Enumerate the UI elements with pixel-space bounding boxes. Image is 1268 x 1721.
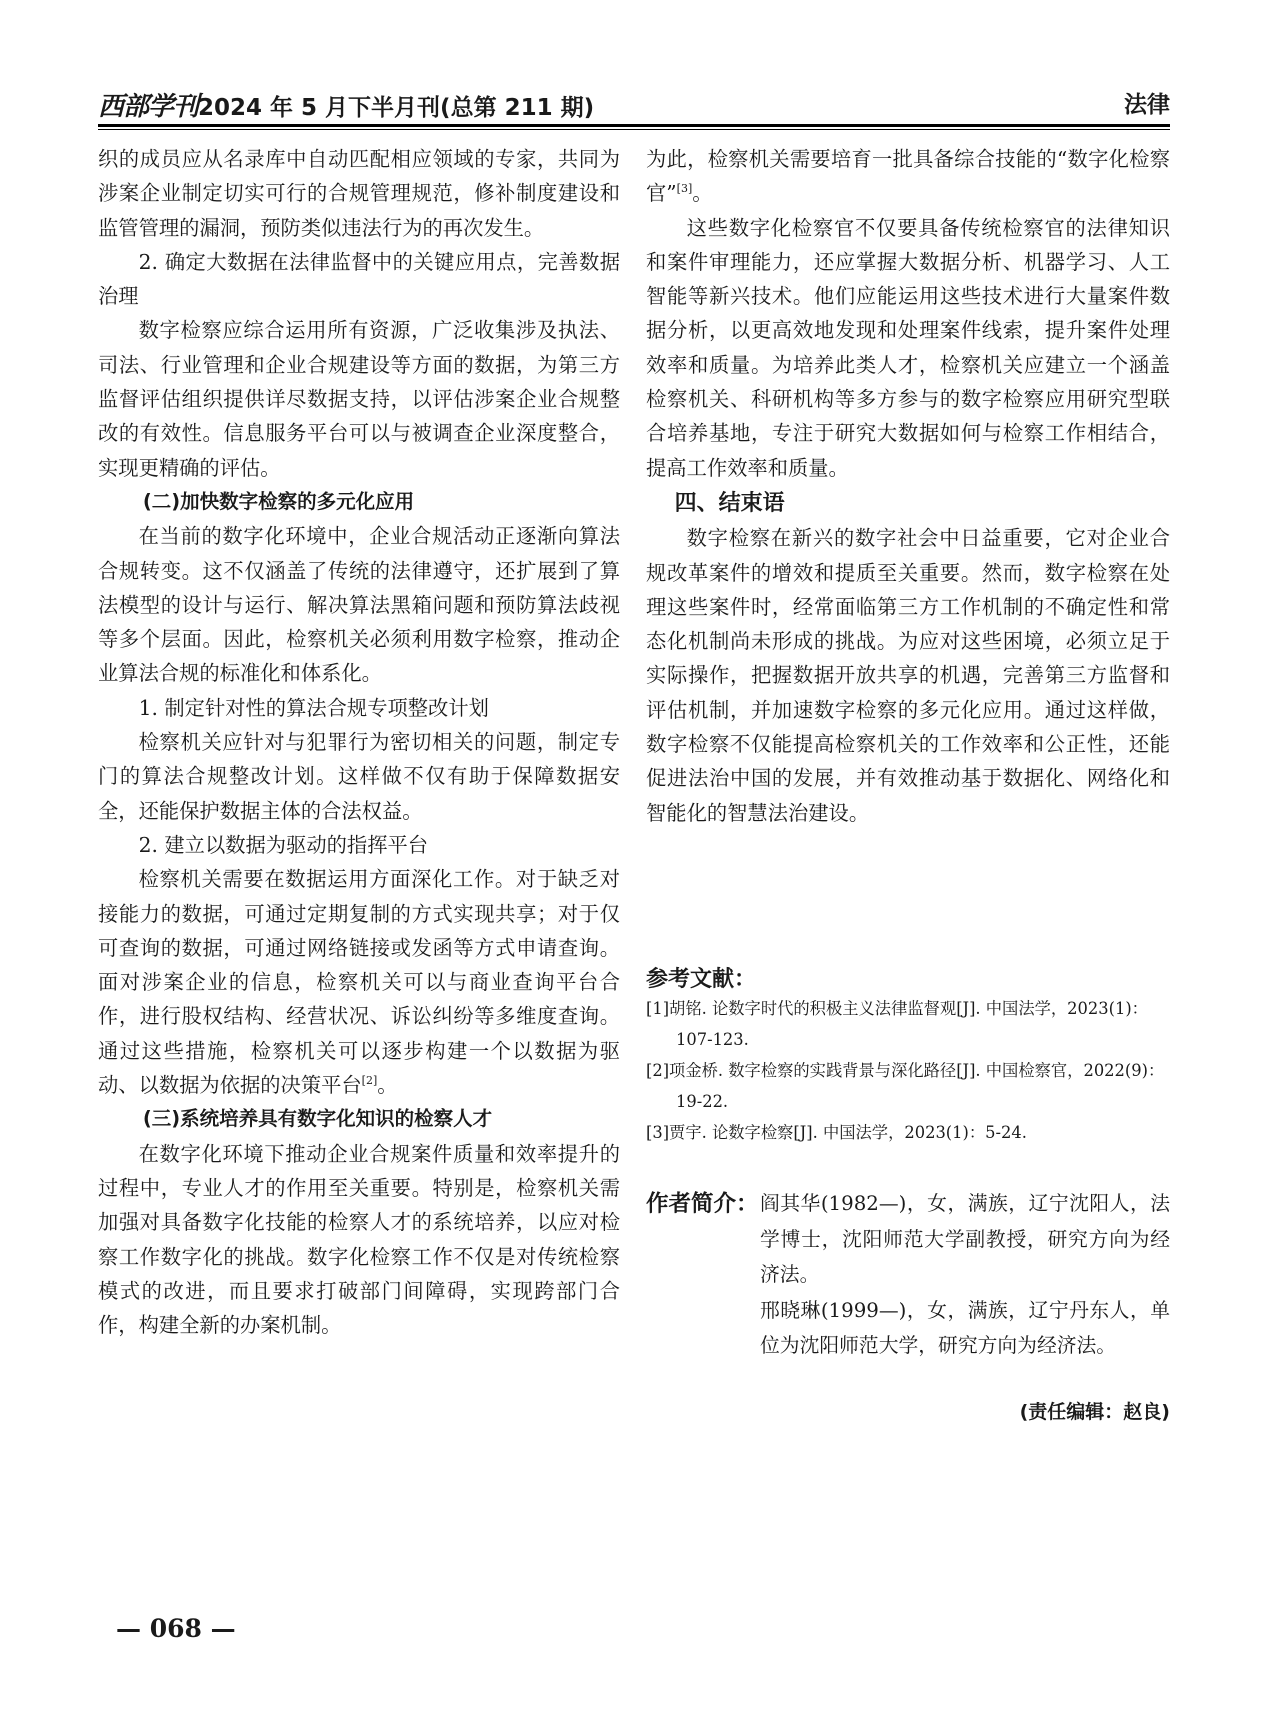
- citation: [2]: [361, 1074, 378, 1088]
- paragraph: 数字检察在新兴的数字社会中日益重要，它对企业合规改革案件的增效和提质至关重要。然而，数字检察在处理这些案件时，经常面临第三方工作机制的不确定性和常态化机制尚未形成的挑战。为应对这些困境，必须立足于实际操作，把握数据开放共享的机遇，完善第三方监督和评估机制，并加速数字检察的多元化应用。通过这样做，数字检察不仅能提高检察机关的工作效率和公正性，还能促进法治中国的发展，并有效推动基于数据化、网络化和智能化的智慧法治建设。: [646, 526, 1170, 825]
- section-heading: 四、结束语: [674, 490, 785, 516]
- paragraph-text: 为此，检察机关需要培育一批具备综合技能的“数字化检察官”: [646, 147, 1170, 206]
- author-label: 作者简介：: [646, 1191, 759, 1217]
- paragraph: [98, 862, 620, 1102]
- journal-logo: 西部学刊: [98, 92, 199, 122]
- section-heading: (三)系统培养具有数字化知识的检察人才: [142, 1107, 493, 1131]
- references-title: 参考文献：: [646, 967, 757, 992]
- paragraph: 检察机关应针对与犯罪行为密切相关的问题，制定专门的算法合规整改计划。这样做不仅有助于保障数据安全，还能保护数据主体的合法权益。: [98, 730, 620, 823]
- reference-item: [3]贾宇. 论数字检察[J]. 中国法学，2023(1)：5-24.: [646, 1123, 1027, 1142]
- header-rule-thick: [98, 124, 1170, 127]
- responsible-editor: (责任编辑：赵良): [1019, 1401, 1170, 1423]
- paragraph: 织的成员应从名录库中自动匹配相应领域的专家，共同为涉案企业制定切实可行的合规管理规范，修补制度建设和监管管理的漏洞，预防类似违法行为的再次发生。: [98, 147, 620, 240]
- journal-issue: 2024 年 5 月下半月刊(总第 211 期): [198, 95, 595, 121]
- author-bio: 阎其华(1982—)，女，满族，辽宁沈阳人，法学博士，沈阳师范大学副教授，研究方向为经济法。: [760, 1192, 1170, 1287]
- section-label: 法律: [1124, 92, 1170, 118]
- paragraph: 在当前的数字化环境中，企业合规活动正逐渐向算法合规转变。这不仅涵盖了传统的法律遵守，还扩展到了算法模型的设计与运行、解决算法黑箱问题和预防算法歧视等多个层面。因此，检察机关必须利用数字检察，推动企业算法合规的标准化和体系化。: [98, 524, 620, 686]
- paragraph-end: 。: [377, 1073, 398, 1098]
- paragraph-text: 检察机关需要在数据运用方面深化工作。对于缺乏对接能力的数据，可通过定期复制的方式实现共享；对于仅可查询的数据，可通过网络链接或发函等方式申请查询。面对涉案企业的信息，检察机关可以与商业查询平台合作，进行股权结构、经营状况、诉讼纠纷等多维度查询。通过这些措施，检察机关可以逐步构建一个以数据为驱动、以数据为依据的决策平台: [98, 867, 620, 1098]
- author-bios: [760, 1186, 1170, 1364]
- journal-title: [98, 86, 594, 123]
- paragraph: 数字检察应综合运用所有资源，广泛收集涉及执法、司法、行业管理和企业合规建设等方面的数据，为第三方监督评估组织提供详尽数据支持，以评估涉案企业合规整改的有效性。信息服务平台可以与被调查企业深度整合，实现更精确的评估。: [98, 318, 620, 480]
- section-heading: (二)加快数字检察的多元化应用: [142, 489, 415, 513]
- subheading: 2. 建立以数据为驱动的指挥平台: [138, 832, 429, 857]
- reference-item: [2]项金桥. 数字检察的实践背景与深化路径[J]. 中国检察官，2022(9)：19-22.: [646, 1061, 1165, 1111]
- paragraph: 这些数字化检察官不仅要具备传统检察官的法律知识和案件审理能力，还应掌握大数据分析、机器学习、人工智能等新兴技术。他们应能运用这些技术进行大量案件数据分析，以更高效地发现和处理案件线索，提升案件处理效率和质量。为培养此类人才，检察机关应建立一个涵盖检察机关、科研机构等多方参与的数字检察应用研究型联合培养基地，专注于研究大数据如何与检察工作相结合，提高工作效率和质量。: [646, 215, 1170, 480]
- paragraph-end: 。: [692, 181, 713, 206]
- header-rule-thin: [98, 129, 1170, 130]
- author-bio: 邢晓琳(1999—)，女，满族，辽宁丹东人，单位为沈阳师范大学，研究方向为经济法。: [760, 1298, 1170, 1358]
- running-header: [98, 86, 1170, 126]
- right-column: [646, 142, 1170, 830]
- subheading: 1. 制定针对性的算法合规专项整改计划: [138, 695, 489, 720]
- references-list: [646, 993, 1170, 1148]
- paragraph: 在数字化环境下推动企业合规案件质量和效率提升的过程中，专业人才的作用至关重要。特别是，检察机关需加强对具备数字化技能的检察人才的系统培养，以应对检察工作数字化的挑战。数字化检察工作不仅是对传统检察模式的改进，而且要求打破部门间障碍，实现跨部门合作，构建全新的办案机制。: [98, 1141, 620, 1338]
- left-column: [98, 142, 620, 1342]
- subheading: 2. 确定大数据在法律监督中的关键应用点，完善数据治理: [98, 249, 620, 309]
- paragraph: [646, 142, 1170, 211]
- reference-item: [1]胡铭. 论数字时代的积极主义法律监督观[J]. 中国法学，2023(1)：107-123.: [646, 999, 1148, 1049]
- citation: [3]: [676, 182, 693, 196]
- page-number: — 068 —: [116, 1614, 236, 1643]
